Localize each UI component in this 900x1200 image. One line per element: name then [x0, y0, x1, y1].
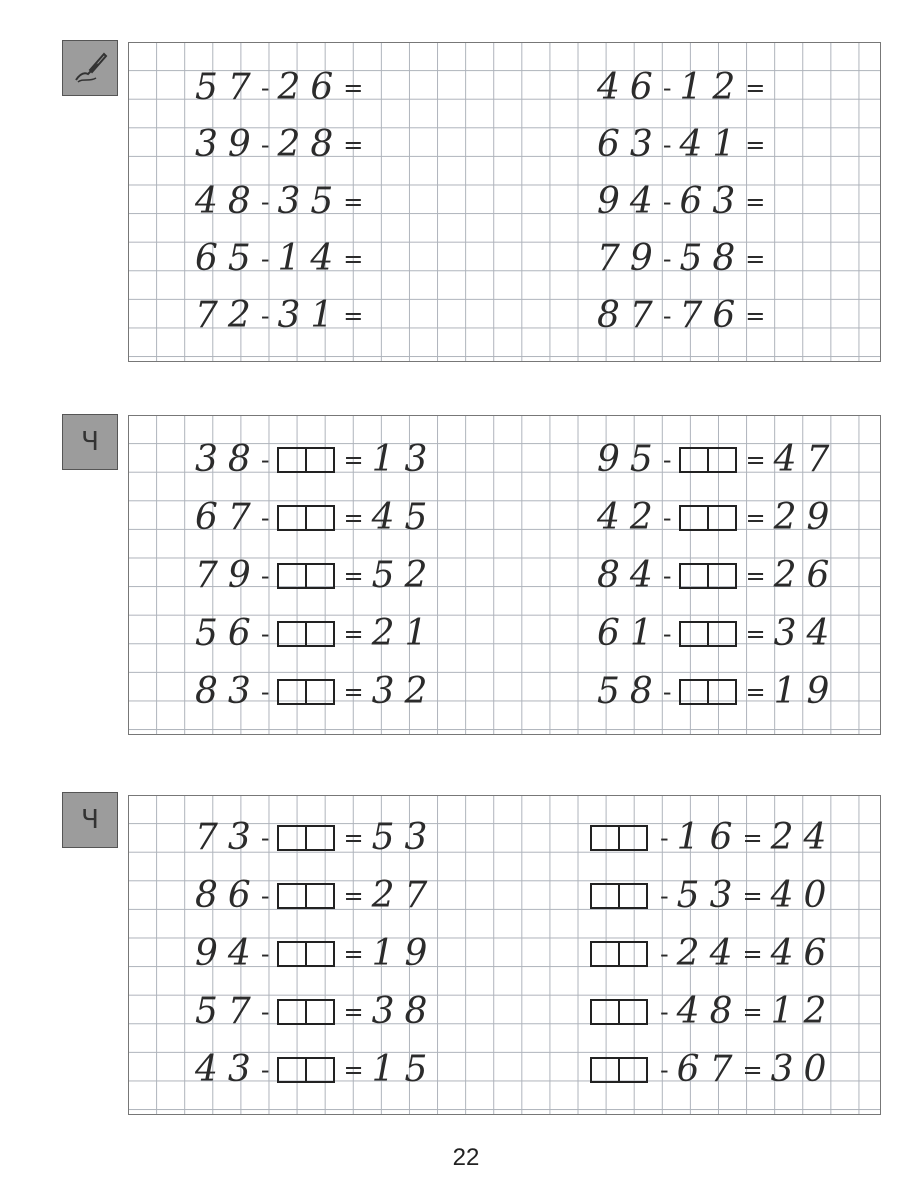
subtrahend: 35: [277, 181, 344, 222]
minus-sign: -: [662, 504, 672, 532]
minus-sign: -: [662, 245, 672, 273]
answer-box[interactable]: [277, 447, 335, 473]
subtrahend: 16: [676, 817, 743, 858]
difference: 53: [371, 817, 438, 858]
minus-sign: -: [660, 824, 669, 852]
equation[interactable]: [597, 614, 839, 654]
equals-sign: =: [742, 940, 763, 968]
subtrahend: 14: [277, 238, 344, 279]
difference: 21: [371, 613, 438, 654]
difference: 13: [371, 439, 438, 480]
minuend: 87: [597, 295, 663, 336]
equation[interactable]: [597, 556, 839, 596]
subtrahend: 12: [679, 67, 746, 108]
minus-sign: -: [260, 131, 270, 159]
minuend: 39: [195, 124, 261, 165]
minuend: 57: [195, 991, 261, 1032]
difference: 12: [770, 991, 837, 1032]
answer-box[interactable]: [277, 883, 335, 909]
equation[interactable]: [195, 1050, 437, 1090]
minuend: 65: [195, 238, 261, 279]
minus-sign: -: [662, 74, 672, 102]
answer-box[interactable]: [679, 447, 737, 473]
equals-sign: =: [745, 74, 766, 102]
minus-sign: -: [662, 562, 672, 590]
difference: 19: [371, 933, 438, 974]
minus-sign: -: [260, 882, 270, 910]
answer-box[interactable]: [679, 679, 737, 705]
equation[interactable]: [590, 818, 836, 858]
equals-sign: =: [343, 1056, 364, 1084]
equation[interactable]: [195, 125, 371, 165]
minus-sign: -: [662, 620, 672, 648]
difference: 38: [371, 991, 438, 1032]
equals-sign: =: [745, 504, 766, 532]
page-number: 22: [452, 1144, 480, 1171]
equals-sign: =: [745, 678, 766, 706]
equals-sign: =: [343, 188, 364, 216]
equation[interactable]: [195, 440, 437, 480]
minus-sign: -: [260, 504, 270, 532]
minuend: 84: [597, 555, 663, 596]
equals-sign: =: [343, 446, 364, 474]
difference: 26: [773, 555, 840, 596]
answer-box[interactable]: [277, 563, 335, 589]
minus-sign: -: [662, 188, 672, 216]
minus-sign: -: [260, 562, 270, 590]
minus-sign: -: [660, 1056, 669, 1084]
equation[interactable]: [195, 876, 437, 916]
minuend: 79: [597, 238, 663, 279]
minuend: 67: [195, 497, 261, 538]
equation[interactable]: [195, 672, 437, 712]
subtrahend: 24: [676, 933, 743, 974]
equation[interactable]: [597, 125, 773, 165]
subtrahend: 48: [676, 991, 743, 1032]
answer-box[interactable]: [277, 505, 335, 531]
difference: 30: [770, 1049, 837, 1090]
minus-sign: -: [260, 940, 270, 968]
minus-sign: -: [260, 302, 270, 330]
minuend: 73: [195, 817, 261, 858]
difference: 40: [770, 875, 837, 916]
minus-sign: -: [260, 620, 270, 648]
answer-box[interactable]: [679, 505, 737, 531]
equation[interactable]: [597, 68, 773, 108]
difference: 24: [770, 817, 837, 858]
equation[interactable]: [195, 239, 371, 279]
minuend: 83: [195, 671, 261, 712]
answer-box[interactable]: [679, 621, 737, 647]
difference: 52: [371, 555, 438, 596]
equation[interactable]: [195, 818, 437, 858]
equation[interactable]: [597, 440, 839, 480]
equation[interactable]: [195, 182, 371, 222]
minuend: 94: [597, 181, 663, 222]
difference: 15: [371, 1049, 438, 1090]
equation[interactable]: [195, 498, 437, 538]
equals-sign: =: [343, 245, 364, 273]
minus-sign: -: [260, 188, 270, 216]
minuend: 43: [195, 1049, 261, 1090]
subtrahend: 58: [679, 238, 746, 279]
difference: 34: [773, 613, 840, 654]
equals-sign: =: [745, 562, 766, 590]
answer-box[interactable]: [590, 883, 648, 909]
answer-box[interactable]: [590, 825, 648, 851]
equals-sign: =: [742, 1056, 763, 1084]
minuend: 86: [195, 875, 261, 916]
minuend: 63: [597, 124, 663, 165]
minus-sign: -: [660, 940, 669, 968]
minuend: 61: [597, 613, 663, 654]
minuend: 42: [597, 497, 663, 538]
minus-sign: -: [662, 131, 672, 159]
equation[interactable]: [195, 934, 437, 974]
equation[interactable]: [597, 498, 839, 538]
equals-sign: =: [742, 824, 763, 852]
subtrahend: 41: [679, 124, 746, 165]
equals-sign: =: [742, 882, 763, 910]
subtrahend: 63: [679, 181, 746, 222]
equation[interactable]: [597, 672, 839, 712]
exercise-badge-writing: [62, 40, 118, 96]
equation[interactable]: [195, 296, 371, 336]
difference: 19: [773, 671, 840, 712]
equation[interactable]: [590, 876, 836, 916]
minus-sign: -: [662, 446, 672, 474]
exercise-badge: Ч: [62, 792, 118, 848]
exercise-badge: Ч: [62, 414, 118, 470]
minus-sign: -: [260, 678, 270, 706]
equals-sign: =: [745, 446, 766, 474]
minuend: 46: [597, 67, 663, 108]
answer-box[interactable]: [590, 941, 648, 967]
subtrahend: 28: [277, 124, 344, 165]
minuend: 72: [195, 295, 261, 336]
answer-box[interactable]: [277, 1057, 335, 1083]
equation[interactable]: [195, 556, 437, 596]
equals-sign: =: [343, 131, 364, 159]
minus-sign: -: [662, 302, 672, 330]
equation[interactable]: [590, 992, 836, 1032]
subtrahend: 67: [676, 1049, 743, 1090]
subtrahend: 76: [679, 295, 746, 336]
subtrahend: 31: [277, 295, 344, 336]
answer-box[interactable]: [277, 679, 335, 705]
minuend: 58: [597, 671, 663, 712]
minus-sign: -: [260, 998, 270, 1026]
equation[interactable]: [195, 992, 437, 1032]
difference: 45: [371, 497, 438, 538]
minus-sign: -: [260, 824, 270, 852]
equation[interactable]: [597, 182, 773, 222]
answer-box[interactable]: [277, 621, 335, 647]
equals-sign: =: [343, 74, 364, 102]
equals-sign: =: [343, 302, 364, 330]
equals-sign: =: [742, 998, 763, 1026]
minuend: 38: [195, 439, 261, 480]
difference: 32: [371, 671, 438, 712]
equation[interactable]: [597, 239, 773, 279]
difference: 46: [770, 933, 837, 974]
minus-sign: -: [260, 1056, 270, 1084]
minuend: 94: [195, 933, 261, 974]
difference: 27: [371, 875, 438, 916]
equals-sign: =: [343, 504, 364, 532]
equals-sign: =: [343, 824, 364, 852]
subtrahend: 53: [676, 875, 743, 916]
difference: 47: [773, 439, 840, 480]
equals-sign: =: [745, 302, 766, 330]
equation[interactable]: [195, 68, 371, 108]
equals-sign: =: [343, 620, 364, 648]
answer-box[interactable]: [277, 825, 335, 851]
equals-sign: =: [745, 188, 766, 216]
minuend: 95: [597, 439, 663, 480]
minuend: 56: [195, 613, 261, 654]
minus-sign: -: [260, 245, 270, 273]
equals-sign: =: [745, 620, 766, 648]
equals-sign: =: [343, 882, 364, 910]
equals-sign: =: [343, 562, 364, 590]
answer-box[interactable]: [590, 1057, 648, 1083]
subtrahend: 26: [277, 67, 344, 108]
equation[interactable]: [590, 934, 836, 974]
minus-sign: -: [260, 446, 270, 474]
answer-box[interactable]: [277, 941, 335, 967]
minus-sign: -: [260, 74, 270, 102]
equals-sign: =: [343, 998, 364, 1026]
equals-sign: =: [343, 940, 364, 968]
minus-sign: -: [662, 678, 672, 706]
equals-sign: =: [343, 678, 364, 706]
minuend: 57: [195, 67, 261, 108]
answer-box[interactable]: [590, 999, 648, 1025]
minuend: 48: [195, 181, 261, 222]
equation[interactable]: [597, 296, 773, 336]
minuend: 79: [195, 555, 261, 596]
answer-box[interactable]: [679, 563, 737, 589]
equals-sign: =: [745, 131, 766, 159]
pen-hand-icon: [70, 48, 110, 88]
minus-sign: -: [660, 998, 669, 1026]
answer-box[interactable]: [277, 999, 335, 1025]
difference: 29: [773, 497, 840, 538]
equation[interactable]: [195, 614, 437, 654]
equation[interactable]: [590, 1050, 836, 1090]
equals-sign: =: [745, 245, 766, 273]
minus-sign: -: [660, 882, 669, 910]
